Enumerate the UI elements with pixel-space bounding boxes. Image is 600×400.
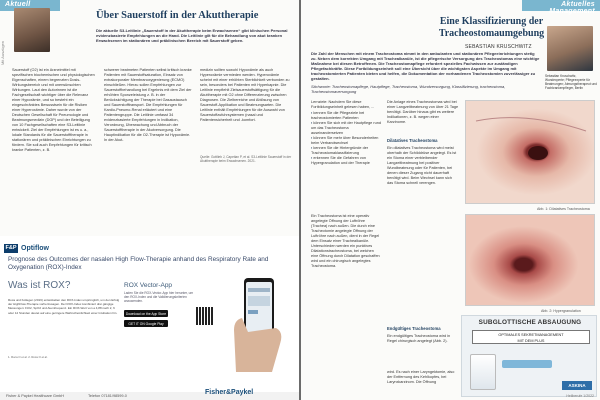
column-2-bottom: Ein endgültiges Tracheostoma wird in Regel chirurgisch angelegt (Abb. 2). — [387, 334, 451, 343]
chapter-heading: Dilatatives Tracheostoma — [387, 138, 438, 143]
column-3: medizin sollten sowohl Hypoxämie als auch Hyperoxämie vermieden werden. Hyperoxämie scheint mit einer erhöhten Sterblichkeit verbunden zu sein, besonders bei Patienten mit Hyperkapnie. Die Leitlinie empfiehlt Zielsauerstoffsättigung für die Akuttherapie mit O2 ohne Differenzierung zwischen Diagnosen. Die Zielbereiche und Ablösung von Sauerstoff-Applikation und Beatmungsarten. Die Leitlinie enthält Empfehlungen für die Auswahl von Sauerstoffzufuhrsystemen (nasal und Patientensicherheit und -komfort. — [200, 68, 290, 122]
column-2: schwerer beatmeten Patienten selbst kritisch kranke Patienten mit Sauerstoffsaturation, Einsatz von extrakorporaler Membranoxygenierung (ECMO) einschließen. Hierzu sollen Empfehlungen zur Sauerstoffbehandlung bei Ergebnis mit dem Ziel der erhöhten Sponzeleistung z. B. in der Berücksichtigung der Therapie bei Gasaustausch und Sauerstofftransport. Die Empfehlungen für Kardio-Pneumo-Renal erläutert und eine Patientengruppe. Die Leitlinie umfasst 34 evidenzbasierte Empfehlungen in Indikation, Verordnung, Überwachung und Abbruch der Sauerstofftherapie in der Akutversorgung. Die Hauptindikation für die O2-Therapie ist Hypoxämie. In der Akut- — [104, 68, 192, 142]
ad-body-text: Roca und Kollegen (2016) entwickelten den ROX-Index ursprünglich, um den Erfolg der HighFlow-Therapie vorherzusagen. Der ROX-Index kombiniert drei gängige Messungen: FiO2, SpO2 und Atemfrequenz. Ein ROX-Wert von ≥ 4,88 nach 2, 6 oder 12 Stunden deutet auf eine geringere Wahrscheinlichkeit einer Intubation hin. — [8, 298, 120, 315]
ad-footer — [0, 392, 299, 400]
figure-1-caption: Abb. 1: Dilatatives Tracheostoma — [537, 207, 590, 211]
author-bio: Sebastian Kruschwitz, Wundexperte; Pflegeexperte für Beatmungen; Atmungstherapeut und Fachkrankenpfleger, Berlin — [545, 74, 597, 90]
rox-app-title: ROX Vector-App — [124, 282, 173, 289]
list-item: ▪ können Sie sich mit der Hautpflege rund um das Tracheostoma auseinandersetzen — [311, 121, 381, 136]
footer-company: Fisher & Paykel Healthcare GmbH — [6, 394, 65, 398]
google-play-button[interactable]: GET IT ON Google Play — [124, 320, 168, 327]
article-title: Über Sauerstoff in der Akuttherapie — [96, 10, 259, 21]
figure-2-image — [465, 214, 595, 306]
section-tag: Aktuell — [0, 0, 60, 11]
list-item: ▪ erkennen Sie die Gefahren von Hypergranulation und der Therapie — [311, 156, 381, 166]
product-box — [470, 354, 496, 390]
article-title: Eine Klassifizierung der Tracheostomaumgebung — [438, 16, 545, 39]
qr-code-icon — [196, 307, 214, 325]
section-tag: Aktuelles Management — [522, 0, 600, 11]
rox-app-subtitle: Laden Sie die ROX-Vector-App hier herunter, um den ROX-Index und die Validierungskriterien anzuwenden. — [124, 291, 194, 303]
ad-references: 1. Roca O et al. 2. Roca O et al. — [8, 355, 48, 359]
stoma-illustration — [466, 101, 595, 204]
article-lead: Die Zahl der Menschen mit einem Tracheostoma nimmt in den ambulanten und stationären Pflegeeinrichtungen stetig zu. Neben dem korrekten Umgang mit Trachealkanüle, ist die pflegerische Versorgung des Tracheostomas eine wichtige Maßnahme bei diesen Betroffenen. Die Tracheostomapflege erfordert spezielles Fachwissen zur zuständigen Pflegefachkräfte. Diese Fortbildungseinheit soll eine Übersicht über die wichtigsten Aspekte im Umgang mit tracheostomierten Patienten bieten und helfen, die Dokumentation der vorhandenen Tracheostomien zuverlässiger zu gestalten. — [311, 51, 540, 81]
list-item: ▪ kennen Sie die Pflegeziele bei tracheostomierten Patienten — [311, 111, 381, 121]
author-photo — [547, 26, 593, 71]
source-note: Quelle: Gottlieb J, Capetian P, et al. S3-Leitlinie Sauerstoff in der Akuttherapie beim Erwachsenen. 2021. — [200, 155, 292, 163]
ad-claim-line: OPTIMALES SEKRETMANAGEMENT — [498, 333, 564, 337]
askina-ad — [461, 315, 597, 397]
askina-logo: ASKINA — [562, 381, 592, 390]
lernziele-list — [311, 111, 381, 166]
ad-headline: Prognose des Outcomes der nasalen High Flow-Therapie anhand des Respiratory Rate and Oxygenation (ROX)-Index — [8, 256, 269, 271]
list-item: ▪ können Sie mehr über Besonderheiten beim Verbandwechsel — [311, 136, 381, 146]
optiflow-label: Optiflow — [21, 245, 49, 252]
product-tube — [502, 360, 552, 368]
author-name: SEBASTIAN KRUSCHWITZ — [465, 44, 532, 50]
ad-question: Was ist ROX? — [8, 280, 71, 291]
footer-phone: Telefon 07181/98599-0 — [88, 394, 127, 398]
chapter-heading: Endgültiges Tracheostoma — [387, 326, 441, 331]
figure-2-caption: Abb. 2: Hypergranulation — [541, 309, 581, 313]
right-page — [301, 0, 600, 400]
author-photo — [14, 8, 50, 52]
left-page — [0, 0, 299, 400]
fisher-paykel-logo: Fisher&Paykel — [205, 389, 254, 396]
app-store-button[interactable]: Download on the App Store — [125, 311, 167, 316]
page-number: Heilberufe 1/2022 — [566, 394, 594, 398]
sidebar-vertical-text: Mit Auszügen — [0, 40, 5, 65]
ad-headline: SUBGLOTTISCHE ABSAUGUNG — [478, 319, 582, 326]
column-2-mid: Ein dilatatives Tracheostoma wird meist oberhalb der Schilddrüse angelegt. Es ist ein Stoma einer verbleibender Langzeitbeatmung bei positiver Wundbeatmung oder für Patienten, bei denen dieser Zugang nicht dauerhaft benötigt wird. Beim Wechsel kann sich das Stoma schnell verengen. — [387, 146, 457, 185]
figure-1-image — [465, 100, 595, 204]
column-1-body: Ein Tracheostoma ist eine operativ angelegte Öffnung der Luftröhre (Trachea) nach außen. Die durch eine Tracheotomie angelegte Öffnung der Luftröhre nach außen, dient in der Regel dem Einsatz einer Trachealkanüle. Unterschieden werden ein punktives Dilatationstracheostoma, bei welchen eine Öffnung durch Dilatation geschaffen wird und ein chirurgisch angelegtes Tracheostoma. — [311, 214, 380, 268]
column-3-bottom: wird. Es nach einer Laryngektomie, also der Entfernung des Kehlkopfes, bei Larynxkarzinom. Die Öffnung — [387, 370, 455, 384]
column-1: Sauerstoff (O2) ist ein Arzneimittel mit spezifischen biochemischen und physiologischen Eigenschaften, einem begrenzten Dosis-Wirkungsbereich und mit unerwünschten Wirkungen. Laut den Autorinnen ist die Fachgesellschaft wichtiger über die Relevanz einer Hypoxämie, und so besteht ein eingeschränktes Bewusstsein für die Risiken einer Hyperoxämie. Daher wurde von der Deutschen Gesellschaft für Pneumologie und Beatmungsmedizin (DGP) und der Beteiligung von 10 Fachgesellschaften eine S3-Leitlinie entwickelt. Ziel der Empfehlungen ist es u. a., lokale Standards für die Sauerstofftherapie in stationären und präklinischen Einrichtungen zu fördern. Sie soll auch Empfehlungen für kritisch kranke Patienten, z. B. — [12, 68, 95, 152]
ad-claim-box — [472, 330, 590, 344]
keywords: Stichworte: Tracheostomapflege, Hautpflege, Tracheostoma, Wundversorgung, Klassifizierung, tracheostoma, Tracheostomaversorgung — [311, 84, 506, 94]
phone-hand-illustration — [226, 272, 286, 372]
article-lead: Die aktuelle S3-Leitlinie „Sauerstoff in der Akuttherapie beim Erwachsenen“ gibt klinischen Personal evidenzbasierte Empfehlungen an die Hand. Die Leitlinie gilt für die Behandlung von akut kranken Erwachsenen im stationären und präklinischen Bereich mit Sauerstoff geben. — [96, 28, 288, 43]
optiflow-brand — [4, 244, 49, 253]
lernziele-intro: Lernziele: Nachdem Sie diese Fortbildungseinheit gelesen haben, ... — [311, 100, 375, 109]
list-item: ▪ kennen Sie die Hintergründe der Tracheostomaklassifizierung — [311, 146, 381, 156]
fp-logo-icon: F&P — [5, 245, 17, 251]
column-2-top: Die Anlage eines Tracheostomas wird bei einer Langzeitbeatmung von über 21 Tage benötigt. Darüber hinaus gibt es weitere Indikationen, z. B. wegen einer Karzinome. — [387, 100, 459, 124]
ad-claim-line: MIT DEM PLUS — [517, 339, 545, 343]
